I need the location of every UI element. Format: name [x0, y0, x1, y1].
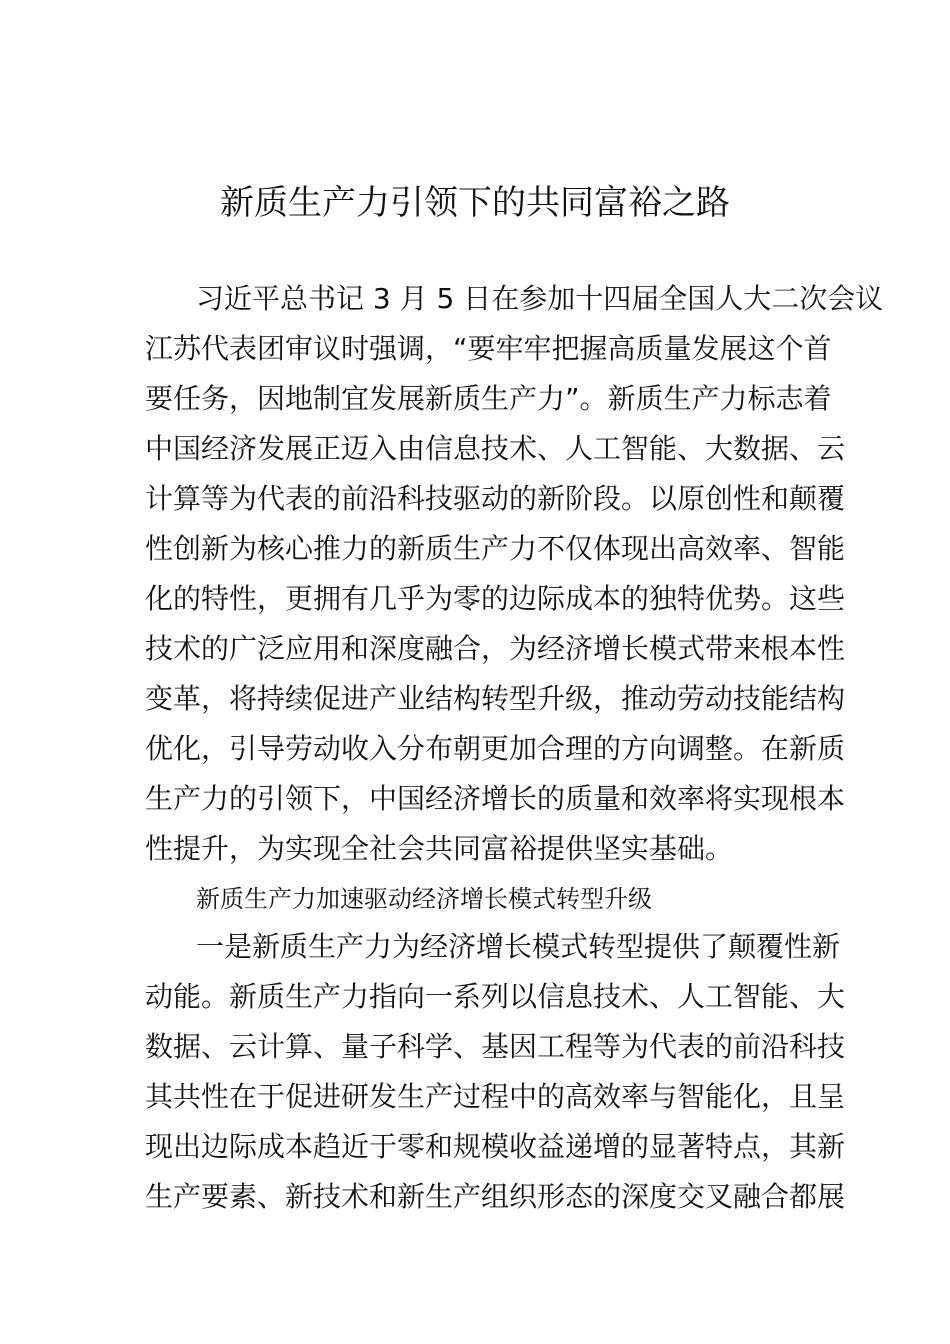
paragraph-line: 生产力的引领下，中国经济增长的质量和效率将实现根本 — [145, 782, 846, 815]
paragraph-line: 一是新质生产力为经济增长模式转型提供了颠覆性新 — [196, 930, 841, 963]
section-heading: 新质生产力加速驱动经济增长模式转型升级 — [196, 885, 652, 913]
paragraph-line: 生产要素、新技术和新生产组织形态的深度交叉融合都展 — [145, 1180, 846, 1213]
paragraph-line: 数据、云计算、量子科学、基因工程等为代表的前沿科技 — [145, 1030, 846, 1063]
paragraph-line: 要任务，因地制宜发展新质生产力”。新质生产力标志着 — [145, 382, 832, 415]
paragraph-line: 性提升，为实现全社会共同富裕提供坚实基础。 — [145, 832, 734, 865]
paragraph-line: 其共性在于促进研发生产过程中的高效率与智能化，且呈 — [145, 1080, 846, 1113]
paragraph-line: 计算等为代表的前沿科技驱动的新阶段。以原创性和颠覆 — [145, 482, 846, 515]
paragraph-line: 性创新为核心推力的新质生产力不仅体现出高效率、智能 — [145, 532, 846, 565]
paragraph-line: 习近平总书记 3 月 5 日在参加十四届全国人大二次会议 — [196, 282, 884, 315]
document-title: 新质生产力引领下的共同富裕之路 — [220, 183, 730, 223]
paragraph-line: 变革，将持续促进产业结构转型升级，推动劳动技能结构 — [145, 682, 846, 715]
paragraph-line: 江苏代表团审议时强调，“要牢牢把握高质量发展这个首 — [145, 332, 832, 365]
paragraph-line: 中国经济发展正迈入由信息技术、人工智能、大数据、云 — [145, 432, 846, 465]
paragraph-line: 化的特性，更拥有几乎为零的边际成本的独特优势。这些 — [145, 582, 846, 615]
paragraph-line: 技术的广泛应用和深度融合，为经济增长模式带来根本性 — [145, 632, 846, 665]
paragraph-line: 现出边际成本趋近于零和规模收益递增的显著特点，其新 — [145, 1130, 846, 1163]
paragraph-line: 优化，引导劳动收入分布朝更加合理的方向调整。在新质 — [145, 732, 846, 765]
paragraph-line: 动能。新质生产力指向一系列以信息技术、人工智能、大 — [145, 980, 846, 1013]
